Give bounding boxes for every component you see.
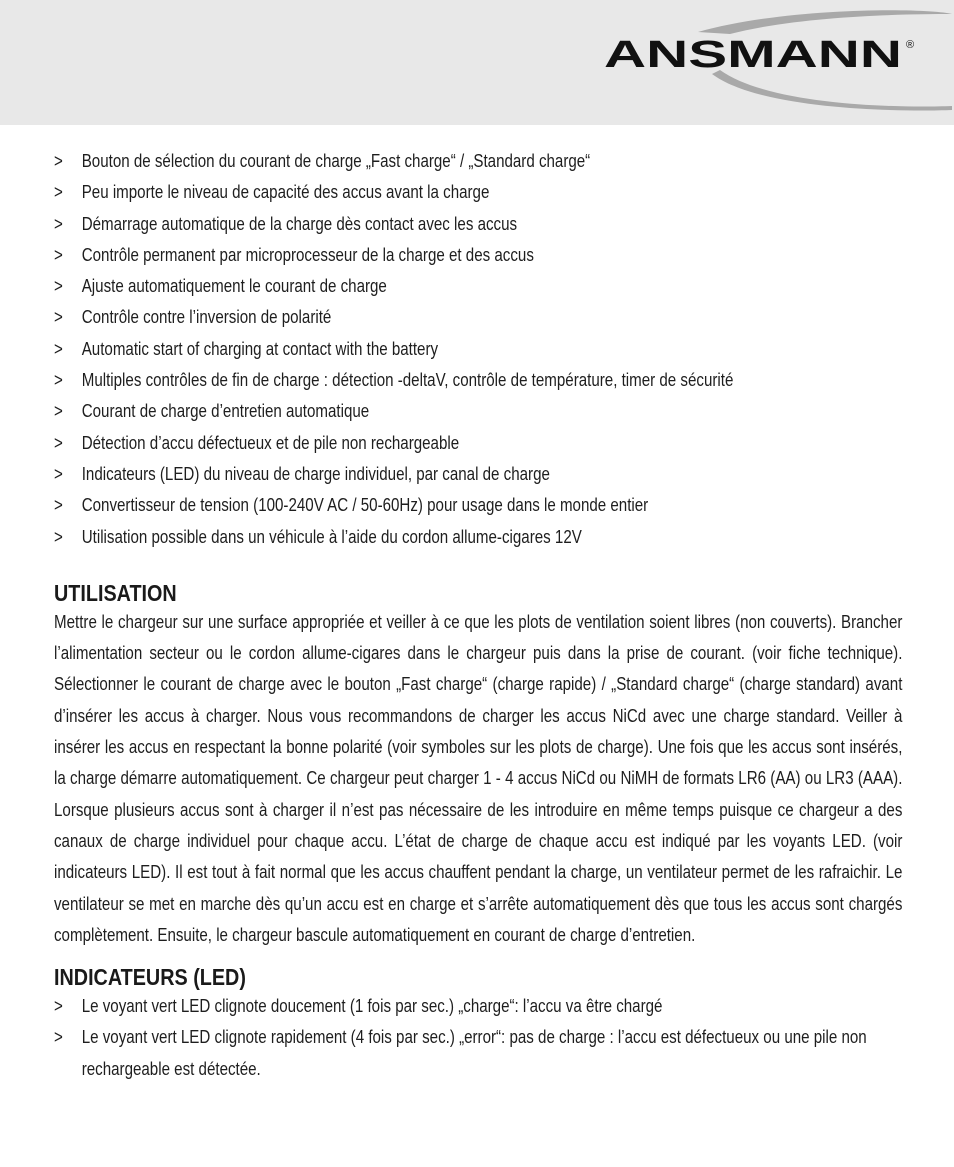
list-item — [54, 1022, 888, 1085]
list-item — [54, 428, 766, 459]
list-item — [54, 334, 766, 365]
bullet-marker: > — [54, 276, 63, 297]
feature-text: Bouton de sélection du courant de charge „Fast charge“ / „Standard charge“ — [81, 151, 591, 171]
bullet-marker: > — [54, 495, 63, 516]
bullet-marker: > — [54, 244, 63, 265]
utilisation-paragraph: Mettre le chargeur sur une surface appropriée et veiller à ce que les plots de ventilation soient libres (non couverts). Brancher l’alimentation secteur ou le cordon allume-cigares dans le chargeur puis dans la prise de courant. (voir fiche technique). Sélectionner le courant de charge avec le bouton „Fast charge“ (charge rapide) / „Standard charge“ (charge standard) avant d’insérer les accus à charger. Nous vous recommandons de charger les accus NiCd avec une charge standard. Veiller à insérer les accus en respectant la bonne polarité (voir symboles sur les plots de charge). Une fois que les accus sont insérés, la charge démarre automatiquement. Ce chargeur peut charger 1 - 4 accus NiCd ou NiMH de formats LR6 (AA) ou LR3 (AAA). Lorsque plusieurs accus sont à charger il n’est pas nécessaire de les introduire en même temps puisque ce chargeur a des canaux de charge individuel pour chaque accu. L’état de charge de chaque accu est indiqué par les voyants LED. (voir indicateurs LED). Il est tout à fait normal que les accus chauffent pendant la charge, un ventilateur permet de les rafraichir. Le ventilateur se met en marche dès qu’un accu est en charge et s’arrête automatiquement dès que tous les accus sont chargés complètement. Ensuite, le chargeur bascule automatiquement en courant de charge d’entretien. — [54, 611, 903, 945]
feature-text: Contrôle permanent par microprocesseur de la charge et des accus — [81, 244, 534, 265]
feature-text: Convertisseur de tension (100-240V AC / 50-60Hz) pour usage dans le monde entier — [81, 495, 649, 516]
bullet-marker: > — [54, 307, 63, 328]
bullet-marker: > — [54, 996, 63, 1017]
brand-name: ANSMANN — [604, 34, 902, 76]
bullet-marker: > — [54, 370, 63, 391]
bullet-marker: > — [54, 338, 63, 359]
feature-text: Indicateurs (LED) du niveau de charge individuel, par canal de charge — [81, 463, 550, 484]
page-header — [0, 0, 954, 125]
bullet-marker: > — [54, 1027, 63, 1048]
bullet-marker: > — [54, 182, 63, 203]
list-item — [54, 177, 766, 208]
list-item — [54, 490, 766, 521]
list-item — [54, 459, 766, 490]
feature-text: Ajuste automatiquement le courant de charge — [81, 276, 387, 297]
page-content — [54, 146, 902, 1085]
bullet-marker: > — [54, 526, 63, 547]
feature-text: Multiples contrôles de fin de charge : détection -deltaV, contrôle de température, timer de sécurité — [81, 370, 734, 391]
list-item — [54, 522, 766, 553]
led-indicators-heading: INDICATEURS (LED) — [54, 964, 246, 991]
list-item — [54, 146, 766, 177]
led-item-text: Le voyant vert LED clignote doucement (1 fois par sec.) „charge“: l’accu va être chargé — [81, 996, 663, 1017]
feature-list — [54, 146, 902, 553]
feature-text: Contrôle contre l’inversion de polarité — [81, 307, 332, 328]
feature-text: Peu importe le niveau de capacité des accus avant la charge — [81, 182, 490, 203]
registered-mark: ® — [906, 39, 915, 51]
list-item — [54, 396, 766, 427]
bullet-marker: > — [54, 432, 63, 453]
bullet-marker: > — [54, 463, 63, 484]
list-item — [54, 271, 766, 302]
feature-text: Détection d’accu défectueux et de pile non rechargeable — [81, 432, 460, 453]
bullet-marker: > — [54, 401, 63, 422]
led-item-text: Le voyant vert LED clignote rapidement (4 fois par sec.) „error“: pas de charge : l’accu est défectueux ou une pile non rechargeable est détectée. — [81, 1027, 867, 1079]
list-item — [54, 209, 766, 240]
feature-text: Démarrage automatique de la charge dès contact avec les accus — [81, 213, 518, 234]
bullet-marker: > — [54, 213, 63, 234]
utilisation-heading: UTILISATION — [54, 579, 177, 606]
feature-text: Courant de charge d’entretien automatique — [81, 401, 370, 422]
bullet-marker: > — [54, 151, 63, 171]
list-item — [54, 240, 766, 271]
feature-text: Automatic start of charging at contact with the battery — [81, 338, 439, 359]
feature-text: Utilisation possible dans un véhicule à l’aide du cordon allume-cigares 12V — [81, 526, 582, 547]
list-item — [54, 302, 766, 333]
ansmann-logo — [600, 8, 954, 112]
list-item — [54, 991, 888, 1022]
list-item — [54, 365, 766, 396]
led-indicator-list — [54, 991, 902, 1085]
